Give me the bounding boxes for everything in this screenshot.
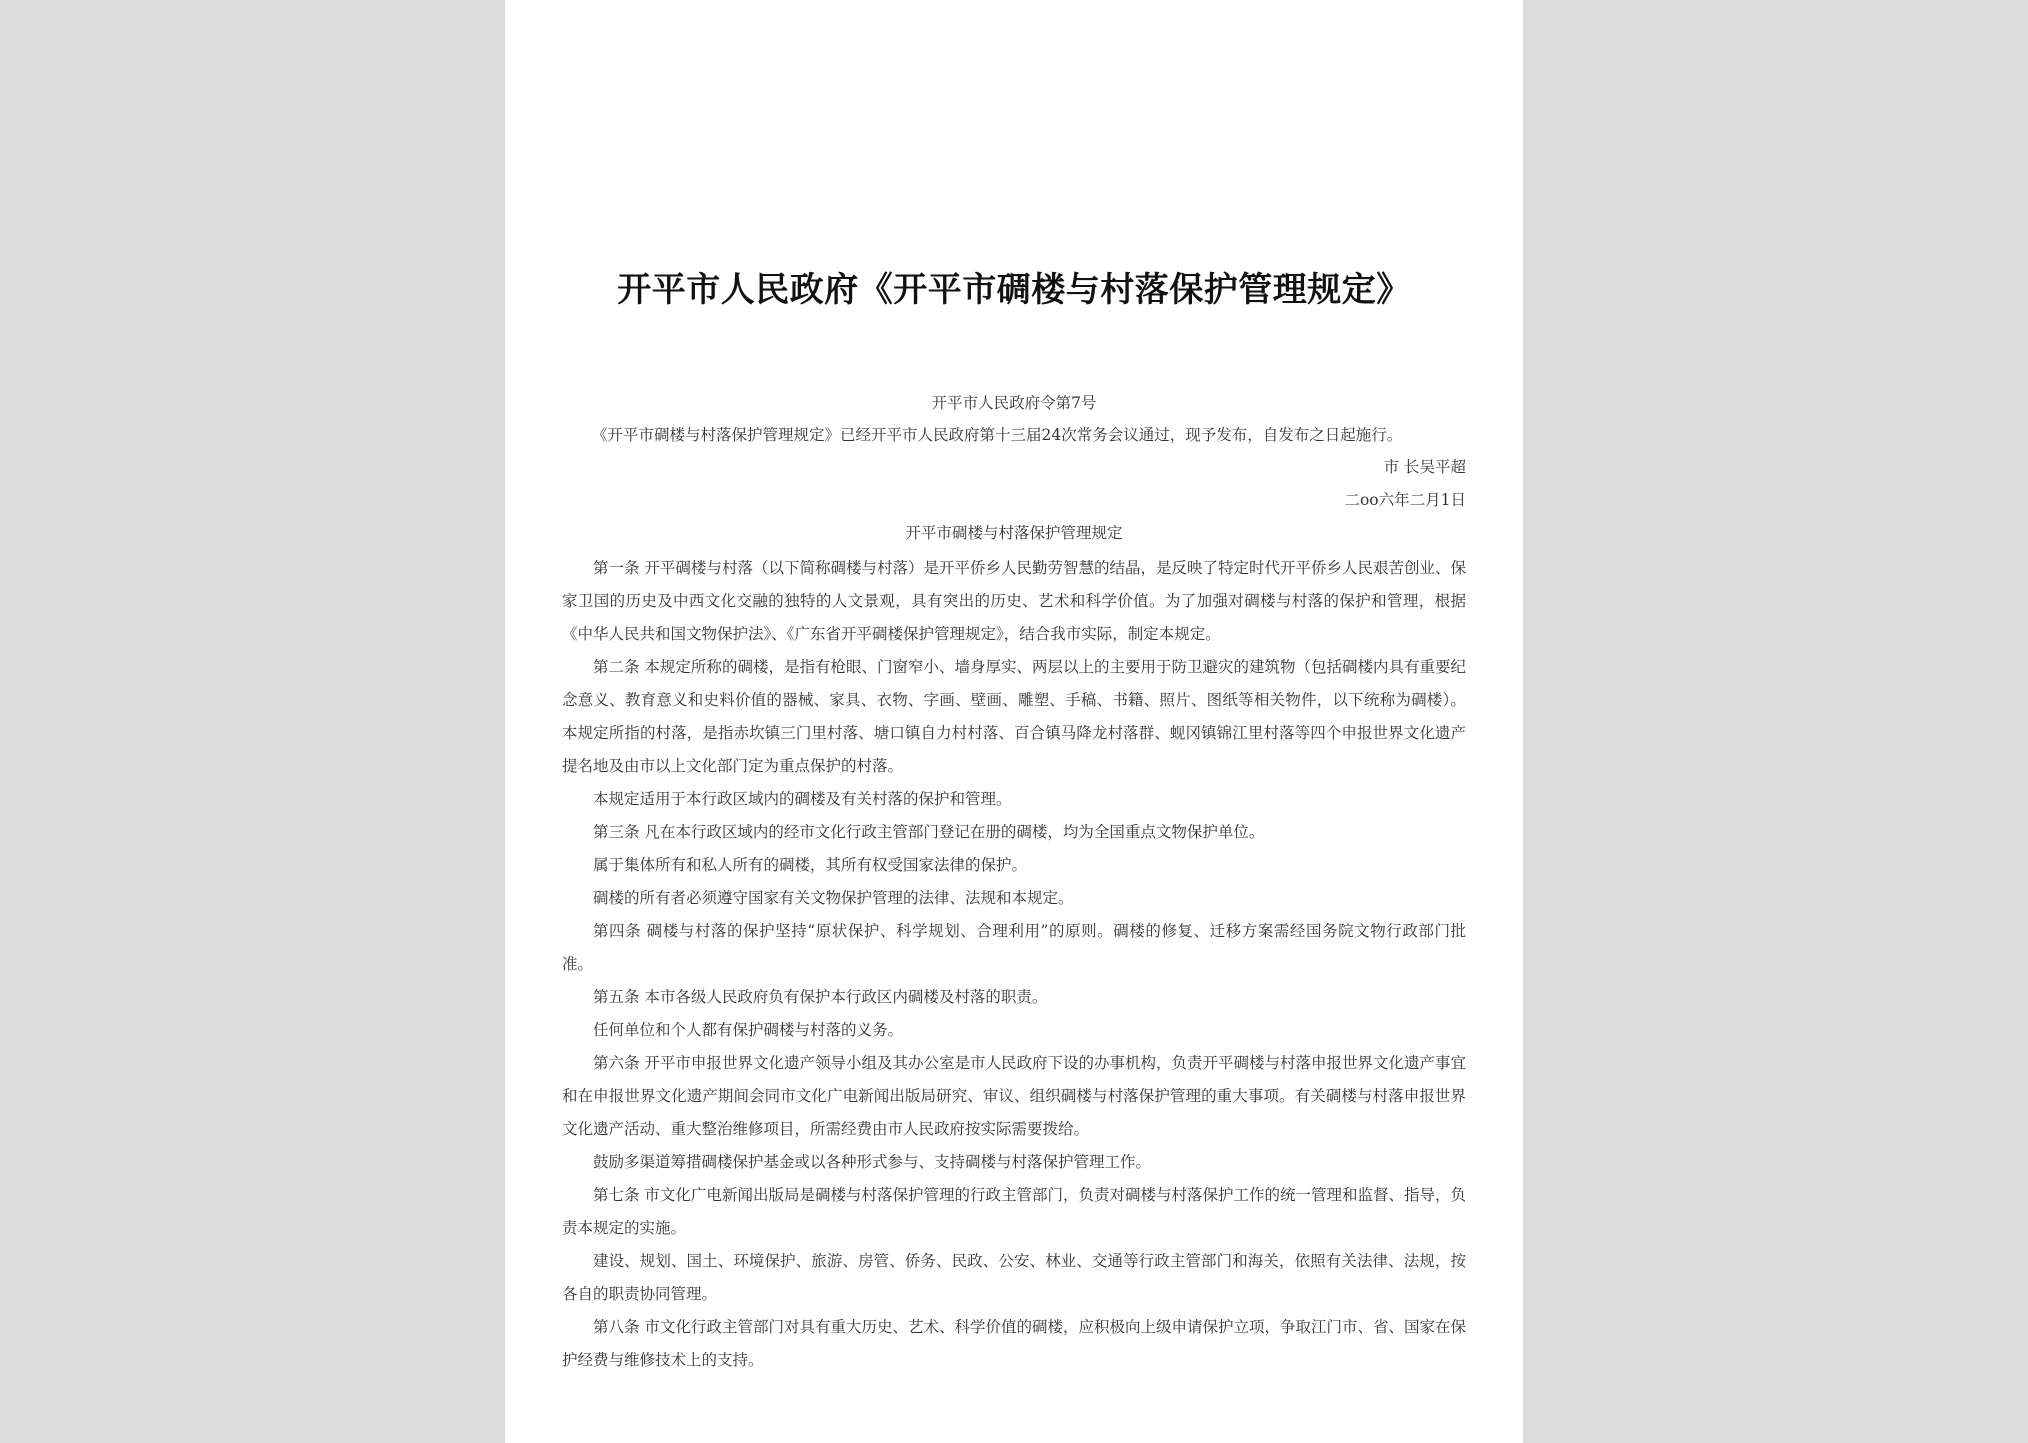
regulation-body bbox=[562, 552, 1466, 1377]
paragraph: 第二条 本规定所称的碉楼，是指有枪眼、门窗窄小、墙身厚实、两层以上的主要用于防卫避灾的建筑物（包括碉楼内具有重要纪念意义、教育意义和史料价值的器械、家具、衣物、字画、壁画、雕塑、手稿、书籍、照片、图纸等相关物件，以下统称为碉楼）。本规定所指的村落，是指赤坎镇三门里村落、塘口镇自力村村落、百合镇马降龙村落群、蚬冈镇锦江里村落等四个申报世界文化遗产提名地及由市以上文化部门定为重点保护的村落。 bbox=[562, 658, 1466, 775]
mayor-signature-line: 市 长吴平超 bbox=[1383, 458, 1466, 476]
paragraph: 本规定适用于本行政区域内的碉楼及有关村落的保护和管理。 bbox=[593, 790, 1012, 808]
paragraph: 属于集体所有和私人所有的碉楼，其所有权受国家法律的保护。 bbox=[593, 856, 1028, 874]
paragraph: 第八条 市文化行政主管部门对具有重大历史、艺术、科学价值的碉楼，应积极向上级申请保护立项，争取江门市、省、国家在保护经费与维修技术上的支持。 bbox=[562, 1318, 1466, 1369]
paragraph: 第四条 碉楼与村落的保护坚持“原状保护、科学规划、合理利用”的原则。碉楼的修复、迁移方案需经国务院文物行政部门批准。 bbox=[562, 922, 1466, 973]
paragraph: 第三条 凡在本行政区域内的经市文化行政主管部门登记在册的碉楼，均为全国重点文物保护单位。 bbox=[593, 823, 1265, 841]
document-page bbox=[505, 0, 1523, 1443]
paragraph: 鼓励多渠道筹措碉楼保护基金或以各种形式参与、支持碉楼与村落保护管理工作。 bbox=[593, 1153, 1152, 1171]
document-title: 开平市人民政府《开平市碉楼与村落保护管理规定》 bbox=[617, 270, 1411, 310]
paragraph: 第六条 开平市申报世界文化遗产领导小组及其办公室是市人民政府下设的办事机构，负责开平碉楼与村落申报世界文化遗产事宜和在申报世界文化遗产期间会同市文化广电新闻出版局研究、审议、组织碉楼与村落保护管理的重大事项。有关碉楼与村落申报世界文化遗产活动、重大整治维修项目，所需经费由市人民政府按实际需要拨给。 bbox=[562, 1054, 1466, 1138]
paragraph: 第七条 市文化广电新闻出版局是碉楼与村落保护管理的行政主管部门，负责对碉楼与村落保护工作的统一管理和监督、指导，负责本规定的实施。 bbox=[562, 1186, 1466, 1237]
issue-date: 二oo六年二月1日 bbox=[1344, 491, 1466, 509]
paragraph: 碉楼的所有者必须遵守国家有关文物保护管理的法律、法规和本规定。 bbox=[593, 889, 1074, 907]
promulgation-text: 《开平市碉楼与村落保护管理规定》已经开平市人民政府第十三届24次常务会议通过，现予发布，自发布之日起施行。 bbox=[592, 426, 1403, 444]
paragraph: 第一条 开平碉楼与村落（以下简称碉楼与村落）是开平侨乡人民勤劳智慧的结晶，是反映了特定时代开平侨乡人民艰苦创业、保家卫国的历史及中西文化交融的独特的人文景观，具有突出的历史、艺术和科学价值。为了加强对碉楼与村落的保护和管理，根据《中华人民共和国文物保护法》、《广东省开平碉楼保护管理规定》，结合我市实际，制定本规定。 bbox=[562, 559, 1466, 643]
paragraph: 任何单位和个人都有保护碉楼与村落的义务。 bbox=[593, 1021, 904, 1039]
paragraph: 第五条 本市各级人民政府负有保护本行政区内碉楼及村落的职责。 bbox=[593, 988, 1048, 1006]
regulation-title: 开平市碉楼与村落保护管理规定 bbox=[905, 524, 1123, 542]
order-number: 开平市人民政府令第7号 bbox=[931, 394, 1097, 412]
paragraph: 建设、规划、国土、环境保护、旅游、房管、侨务、民政、公安、林业、交通等行政主管部门和海关，依照有关法律、法规，按各自的职责协同管理。 bbox=[562, 1252, 1466, 1303]
